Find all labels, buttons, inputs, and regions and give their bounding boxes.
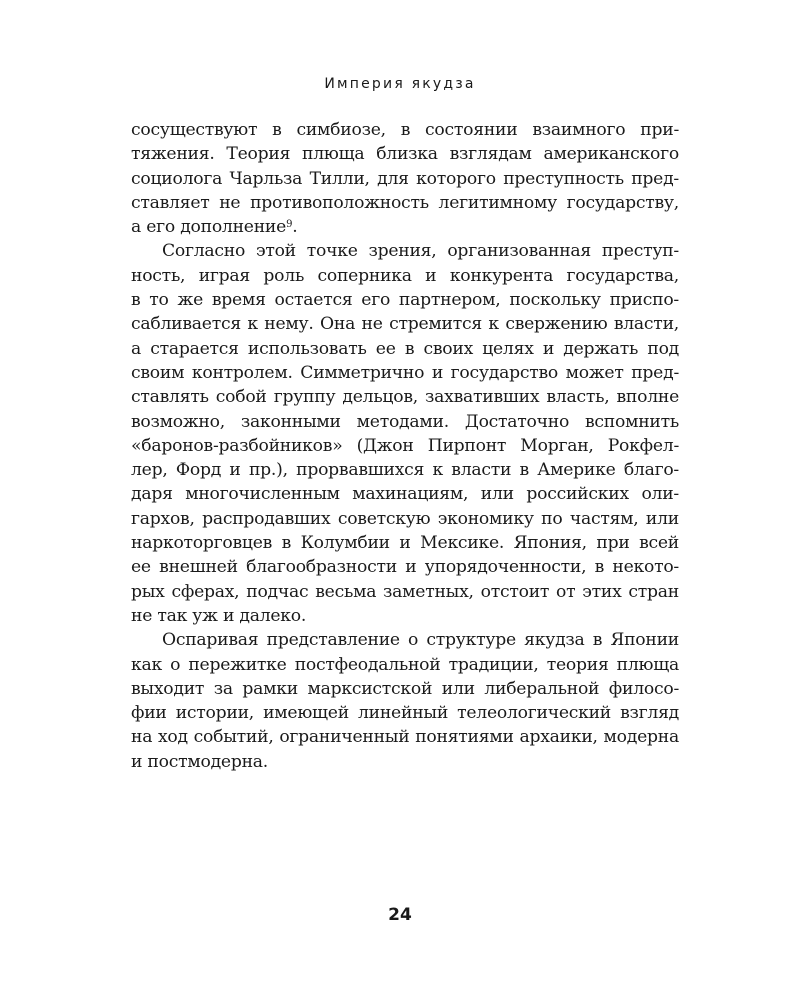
paragraph-2 [131, 239, 679, 628]
text-line: а старается использовать ее в своих целях и держать под [131, 338, 679, 359]
text-line: и постмодерна. [131, 751, 268, 772]
text-line: своим контролем. Симметрично и государство может пред- [131, 362, 679, 383]
text-line [131, 215, 679, 239]
text-line: тяжения. Теория плюща близка взглядам американского [131, 144, 679, 165]
footnote-reference[interactable]: 9 [286, 219, 293, 231]
body-text [131, 118, 679, 774]
text-line: не так уж и далеко. [131, 605, 307, 626]
text-line: наркоторговцев в Колумбии и Мексике. Япония, при всей [131, 533, 679, 554]
text-line: рых сферах, подчас весьма заметных, отстоит от этих стран [131, 581, 679, 602]
text-run: а его дополнение [131, 217, 287, 238]
text-line: выходит за рамки марксистской или либеральной филосо- [131, 678, 679, 699]
text-line: социолога Чарльза Тилли, для которого преступность пред- [131, 168, 679, 189]
text-line: в то же время остается его партнером, поскольку приспо- [131, 290, 679, 311]
text-line: возможно, законными методами. Достаточно вспомнить [131, 411, 679, 432]
text-line: ставлять собой группу дельцов, захвативших власть, вполне [131, 387, 679, 408]
paragraph-1 [131, 118, 679, 239]
text-line: даря многочисленным махинациям, или российских оли- [131, 484, 679, 505]
text-line: ность, играя роль соперника и конкурента государства, [131, 265, 679, 286]
text-line: гархов, распродавших советскую экономику по частям, или [131, 508, 679, 529]
text-line: Согласно этой точке зрения, организованная преступ- [162, 241, 679, 262]
page-number: 24 [388, 905, 412, 925]
text-line: фии истории, имеющей линейный телеологический взгляд [131, 703, 679, 724]
text-line: лер, Форд и пр.), прорвавшихся к власти в Америке благо- [131, 460, 679, 481]
text-line: сосуществуют в симбиозе, в состоянии взаимного при- [131, 120, 679, 140]
text-line: Оспаривая представление о структуре якудза в Японии [162, 630, 679, 651]
running-header: Империя якудза [324, 76, 476, 92]
text-line: сабливается к нему. Она не стремится к свержению власти, [131, 314, 679, 335]
paragraph-3 [131, 628, 679, 774]
text-line: ставляет не противоположность легитимному государству, [131, 192, 679, 213]
text-line: на ход событий, ограниченный понятиями архаики, модерна [131, 727, 679, 748]
text-run: . [292, 217, 298, 238]
text-line: «баронов-разбойников» (Джон Пирпонт Морган, Рокфел- [131, 435, 679, 456]
text-line: ее внешней благообразности и упорядоченности, в некото- [131, 557, 679, 578]
text-line: как о пережитке постфеодальной традиции, теория плюща [131, 654, 679, 675]
